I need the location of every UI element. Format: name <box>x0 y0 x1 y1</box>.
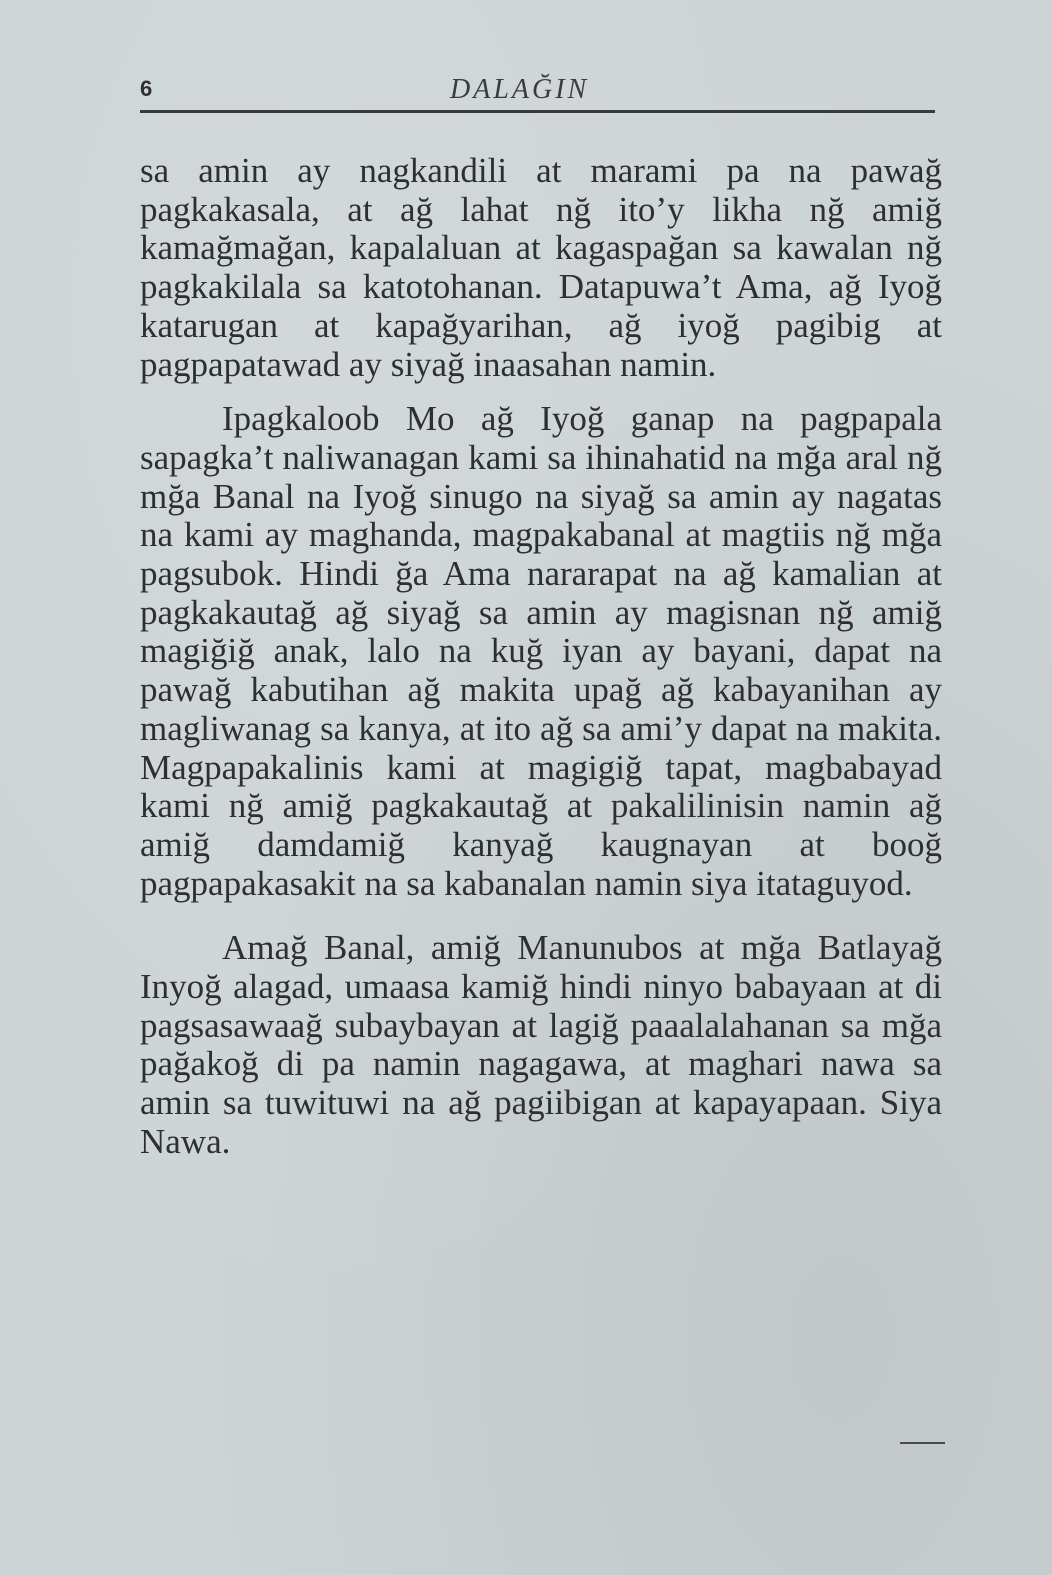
paragraph-1: sa amin ay nagkandili at marami pa na pawağ pagkakasala, at ağ lahat nğ ito’y likha nğ amiğ kamağmağan, kapalaluan at kagaspağan sa kawalan nğ pagkakilala sa katotohanan. Datapuwa’t Ama, ağ Iyoğ katarugan at kapağyarihan, ağ iyoğ pagibig at pagpapatawad ay siyağ inaasahan namin. <box>140 151 942 384</box>
header-rule <box>140 110 935 113</box>
page-header <box>140 72 940 118</box>
paragraph-3: Amağ Banal, amiğ Manunubos at mğa Batlayağ Inyoğ alagad, umaasa kamiğ hindi ninyo babayaan at di pagsasawaağ subaybayan at lagiğ paaalalahanan sa mğa pağakoğ di pa namin nagagawa, at maghari nawa sa amin sa tuwituwi na ağ pagiibigan at kapayapaan. Siya Nawa. <box>140 928 942 1161</box>
page-number: 6 <box>140 76 153 101</box>
end-rule <box>900 1442 945 1444</box>
paragraph-2: Ipagkaloob Mo ağ Iyoğ ganap na pagpapala sapagka’t naliwanagan kami sa ihinahatid na mğa aral nğ mğa Banal na Iyoğ sinugo na siyağ sa amin ay nagatas na kami ay maghanda, magpakabanal at magtiis nğ mğa pagsubok. Hindi ğa Ama nararapat na ağ kamalian at pagkakautağ ağ siyağ sa amin ay magisnan nğ amiğ magiğiğ anak, lalo na kuğ iyan ay bayani, dapat na pawağ kabutihan ağ makita upağ ağ kabayanihan ay magliwanag sa kanya, at ito ağ sa ami’y dapat na makita. Magpapakalinis kami at magigiğ tapat, magbabayad kami nğ amiğ pagkakautağ at pakalilinisin namin ağ amiğ damdamiğ kanyağ kaugnayan at booğ pagpapakasakit na sa kabanalan namin siya itataguyod. <box>140 399 942 903</box>
body-text <box>140 152 942 1162</box>
running-title: DALAĞIN <box>450 74 590 105</box>
